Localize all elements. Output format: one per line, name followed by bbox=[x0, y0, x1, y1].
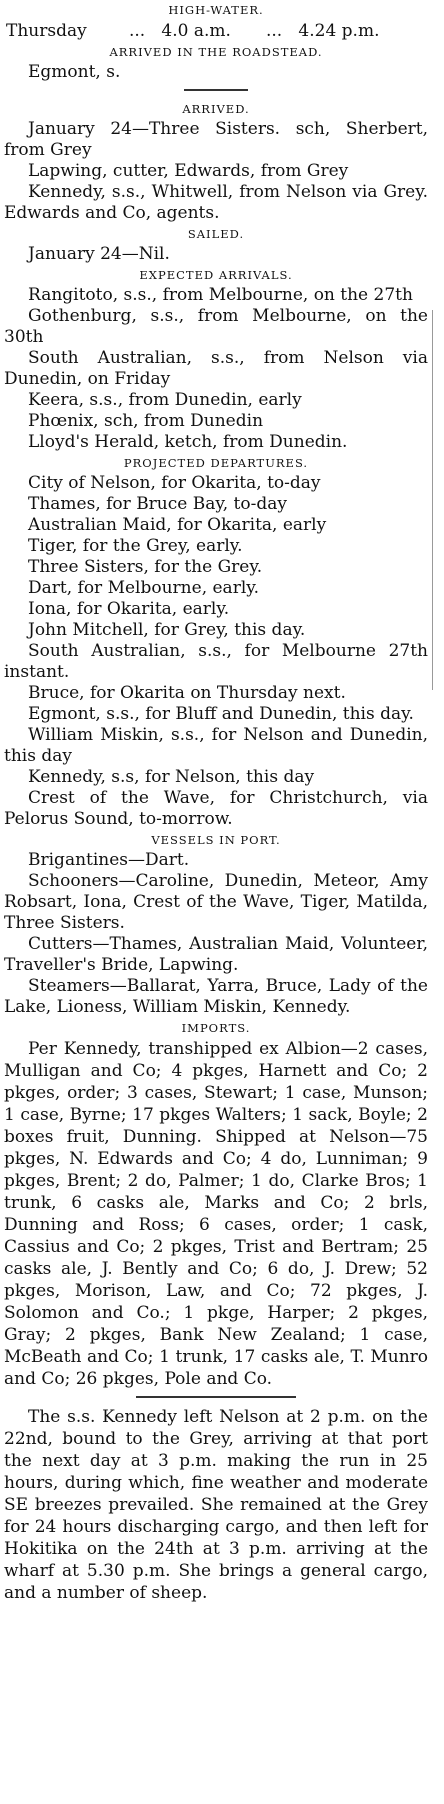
arrived-entry: Lapwing, cutter, Edwards, from Grey bbox=[28, 161, 349, 181]
expected-entry: Phœnix, sch, from Dunedin bbox=[28, 411, 264, 431]
departure-entry: Tiger, for the Grey, early. bbox=[28, 536, 243, 556]
roadstead-entry: Egmont, s. bbox=[28, 62, 121, 82]
expected-entry: Keera, s.s., from Dunedin, early bbox=[28, 390, 302, 410]
departure-entry: Kennedy, s.s, for Nelson, this day bbox=[28, 767, 315, 787]
departure-entry: Iona, for Okarita, early. bbox=[28, 599, 230, 619]
vessels-in-port-heading: VESSELS IN PORT. bbox=[151, 833, 281, 847]
arrived-entry: Kennedy, s.s., Whitwell, from Nelson via Grey. Edwards and Co, agents. bbox=[4, 182, 428, 223]
column-rule bbox=[432, 310, 433, 690]
arrived-entry: January 24—Three Sisters. sch, Sherbert, from Grey bbox=[4, 119, 428, 160]
departure-entry: Dart, for Melbourne, early. bbox=[28, 578, 260, 598]
sailed-heading: SAILED. bbox=[187, 227, 245, 241]
expected-entry: Rangitoto, s.s., from Melbourne, on the 27th bbox=[28, 285, 413, 305]
high-water-day: Thursday bbox=[6, 21, 87, 41]
high-water-evening: ... 4.24 p.m. bbox=[266, 21, 380, 41]
kennedy-report: The s.s. Kennedy left Nelson at 2 p.m. on the 22nd, bound to the Grey, arriving at that port the next day at 3 p.m. making the run in 25 hours, during which, fine weather and moderate SE breezes prevailed. She remained at the Grey for 24 hours discharging cargo, and then left for Hokitika on the 24th at 3 p.m. arriving at the wharf at 5.30 p.m. She brings a general cargo, and a number of sheep. bbox=[4, 1407, 428, 1603]
in-port-entry: Schooners—Caroline, Dunedin, Meteor, Amy Robsart, Iona, Crest of the Wave, Tiger, Matilda, Three Sisters. bbox=[4, 871, 428, 933]
expected-entry: Lloyd's Herald, ketch, from Dunedin. bbox=[28, 432, 348, 452]
imports-text: Per Kennedy, transhipped ex Albion—2 cases, Mulligan and Co; 4 pkges, Harnett and Co; 2 pkges, order; 3 cases, Stewart; 1 case, Munson; 1 case, Byrne; 17 pkges Walters; 1 sack, Boyle; 2 boxes fruit, Dunning. Shipped at Nelson—75 pkges, N. Edwards and Co; 4 do, Lunniman; 9 pkges, Brent; 2 do, Palmer; 1 do, Clarke Bros; 1 trunk, 6 casks ale, Marks and Co; 2 brls, Dunning and Ross; 6 cases, order; 1 cask, Cassius and Co; 2 pkges, Trist and Bertram; 25 casks ale, J. Bently and Co; 6 do, J. Drew; 52 pkges, Morison, Law, and Co; 72 pkges, J. Solomon and Co.; 1 pkge, Harper; 2 pkges, Gray; 2 pkges, Bank New Zealand; 1 case, McBeath and Co; 1 trunk, 17 casks ale, T. Munro and Co; 26 pkges, Pole and Co. bbox=[4, 1039, 428, 1389]
imports-heading: IMPORTS. bbox=[181, 1021, 251, 1035]
in-port-entry: Cutters—Thames, Australian Maid, Volunteer, Traveller's Bride, Lapwing. bbox=[4, 934, 428, 975]
shipping-column bbox=[4, 0, 428, 1604]
in-port-entry: Steamers—Ballarat, Yarra, Bruce, Lady of the Lake, Lioness, William Miskin, Kennedy. bbox=[4, 976, 428, 1017]
departure-entry: City of Nelson, for Okarita, to-day bbox=[28, 473, 321, 493]
high-water-row bbox=[4, 20, 428, 42]
expected-entry: Gothenburg, s.s., from Melbourne, on the 30th bbox=[4, 306, 428, 347]
departure-entry: Australian Maid, for Okarita, early bbox=[28, 515, 327, 535]
departure-entry: Egmont, s.s., for Bluff and Dunedin, this day. bbox=[28, 704, 414, 724]
section-divider bbox=[136, 1396, 296, 1398]
high-water-morning: ... 4.0 a.m. bbox=[129, 21, 231, 41]
sailed-entry: January 24—Nil. bbox=[28, 244, 170, 264]
arrived-heading: ARRIVED. bbox=[182, 102, 250, 116]
departure-entry: William Miskin, s.s., for Nelson and Dunedin, this day bbox=[4, 725, 428, 766]
departure-entry: Three Sisters, for the Grey. bbox=[28, 557, 263, 577]
departure-entry: South Australian, s.s., for Melbourne 27th instant. bbox=[4, 641, 428, 682]
departure-entry: John Mitchell, for Grey, this day. bbox=[28, 620, 306, 640]
section-divider bbox=[184, 89, 248, 91]
departure-entry: Thames, for Bruce Bay, to-day bbox=[28, 494, 287, 514]
expected-arrivals-heading: EXPECTED ARRIVALS. bbox=[139, 268, 293, 282]
roadstead-heading: ARRIVED IN THE ROADSTEAD. bbox=[109, 45, 323, 59]
in-port-entry: Brigantines—Dart. bbox=[28, 850, 190, 870]
departure-entry: Crest of the Wave, for Christchurch, via Pelorus Sound, to-morrow. bbox=[4, 788, 428, 829]
departures-heading: PROJECTED DEPARTURES. bbox=[123, 456, 309, 470]
high-water-heading: HIGH-WATER. bbox=[168, 3, 264, 17]
departure-entry: Bruce, for Okarita on Thursday next. bbox=[28, 683, 346, 703]
expected-entry: South Australian, s.s., from Nelson via Dunedin, on Friday bbox=[4, 348, 428, 389]
